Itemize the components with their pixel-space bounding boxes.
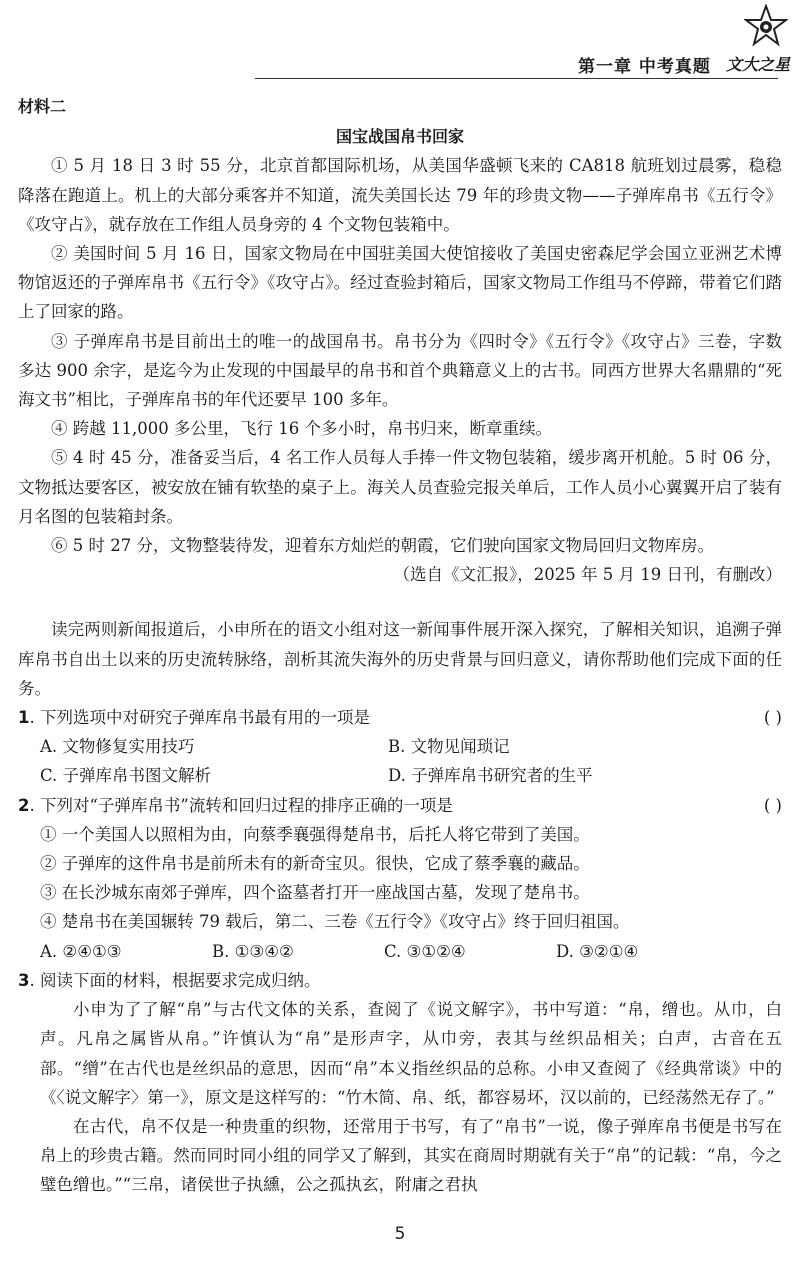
article-title: 国宝战国帛书回家 <box>335 127 464 147</box>
page-number: 5 <box>394 1224 406 1244</box>
question-2 <box>18 791 782 820</box>
star-logo-icon <box>744 4 788 48</box>
question-text: . 阅读下面的材料，根据要求完成归纳。 <box>29 970 321 990</box>
option-d[interactable]: D. 子弹库帛书研究者的生平 <box>388 766 593 786</box>
sequence-item: ③ 在长沙城东南郊子弹库，四个盗墓者打开一座战国古墓，发现了楚帛书。 <box>40 883 590 903</box>
question-text: . 下列对“子弹库帛书”流转和回归过程的排序正确的一项是 <box>29 795 453 815</box>
article-paragraph: ② 美国时间 5 月 16 日，国家文物局在中国驻美国大使馆接收了美国史密森尼学会国立亚洲艺术博物馆返还的子弹库帛书《五行令》《攻守占》。经过查验封箱后，国家文物局工作组马不停蹄，带着它们踏上了回家的路。 <box>18 244 782 322</box>
option-c[interactable]: C. 子弹库帛书图文解析 <box>40 766 212 786</box>
option-b[interactable]: B. 文物见闻琐记 <box>388 737 510 757</box>
reading-paragraph: 小申为了了解“帛”与古代文体的关系，查阅了《说文解字》，书中写道：“帛，缯也。从巾，白声。凡帛之属皆从帛。”许慎认为“帛”是形声字，从巾旁，表其与丝织品相关；白声，古音在五部。“缯”在古代也是丝织品的意思，因而“帛”本义指丝织品的总称。小申又查阅了《经典常谈》中的《〈说文解字〉第一》，原文是这样写的：“竹木简、帛、纸，都容易坏，汉以前的，已经荡然无存了。” <box>40 1000 782 1107</box>
reading-paragraph: 在古代，帛不仅是一种贵重的织物，还常用于书写，有了“帛书”一说，像子弹库帛书便是书写在帛上的珍贵古籍。然而同时同小组的同学又了解到，其实在商周时期就有关于“帛”的记载：“帛，今之璧色缯也。”“三帛，诸侯世子执纁，公之孤执玄，附庸之君执 <box>40 1116 782 1195</box>
option-a[interactable]: A. ②④①③ <box>40 941 122 961</box>
question-text: . 下列选项中对研究子弹库帛书最有用的一项是 <box>29 708 370 728</box>
sequence-item: ① 一个美国人以照相为由，向蔡季襄强得楚帛书，后托人将它带到了美国。 <box>40 824 590 844</box>
option-a[interactable]: A. 文物修复实用技巧 <box>40 737 195 757</box>
options-row <box>18 761 782 790</box>
brand-name: 文大之星 <box>726 55 791 74</box>
question-3 <box>18 966 782 995</box>
question-number: 3 <box>18 970 30 990</box>
answer-blank[interactable]: ( ) <box>763 795 782 815</box>
article-paragraph: ④ 跨越 11,000 多公里，飞行 16 个多小时，帛书归来，断章重续。 <box>51 419 552 439</box>
article-paragraph: ⑥ 5 时 27 分，文物整装待发，迎着东方灿烂的朝霞，它们驶向国家文物局回归文物库房。 <box>51 536 714 556</box>
options-row <box>18 732 782 761</box>
sequence-item: ② 子弹库的这件帛书是前所未有的新奇宝贝。很快，它成了蔡季襄的藏品。 <box>40 854 590 874</box>
question-number: 2 <box>18 795 30 815</box>
page-header <box>0 0 800 82</box>
option-d[interactable]: D. ③②①④ <box>556 941 639 961</box>
header-rule <box>255 78 778 79</box>
answer-blank[interactable]: ( ) <box>763 708 782 728</box>
page-content <box>18 92 782 1200</box>
article-paragraph: ⑤ 4 时 45 分，准备妥当后，4 名工作人员每人手捧一件文物包装箱，缓步离开机舱。5 时 06 分，文物抵达要客区，被安放在铺有软垫的桌子上。海关人员查验完报关单后，工作人员小心翼翼开启了装有月名图的包装箱封条。 <box>18 448 782 526</box>
article-paragraph: ① 5 月 18 日 3 时 55 分，北京首都国际机场，从美国华盛顿飞来的 CA818 航班划过晨雾，稳稳降落在跑道上。机上的大部分乘客并不知道，流失美国长达 79 年的珍贵文物——子弹库帛书《五行令》《攻守占》，就存放在工作组人员身旁的 4 个文物包装箱中。 <box>18 156 782 234</box>
options-row <box>18 937 782 966</box>
question-number: 1 <box>18 708 30 728</box>
chapter-title: 第一章 中考真题 <box>578 57 711 77</box>
article-source: （选自《文汇报》，2025 年 5 月 19 日刊，有删改） <box>393 565 782 585</box>
section-gap <box>18 589 782 615</box>
material-label: 材料二 <box>18 97 67 116</box>
option-b[interactable]: B. ①③④② <box>212 941 294 961</box>
article-paragraph: ③ 子弹库帛书是目前出土的唯一的战国帛书。帛书分为《四时令》《五行令》《攻守占》三卷，字数多达 900 余字，是迄今为止发现的中国最早的帛书和首个典籍意义上的古书。同西方世界大名鼎鼎的“死海文书”相比，子弹库帛书的年代还要早 100 多年。 <box>18 331 782 410</box>
sequence-item: ④ 楚帛书在美国辗转 79 载后，第二、三卷《五行令》《攻守占》终于回归祖国。 <box>40 912 630 932</box>
option-c[interactable]: C. ③①②④ <box>384 941 466 961</box>
question-1 <box>18 703 782 732</box>
task-intro: 读完两则新闻报道后，小申所在的语文小组对这一新闻事件展开深入探究，了解相关知识，追溯子弹库帛书自出土以来的历史流转脉络，剖析其流失海外的历史背景与回归意义，请你帮助他们完成下面的任务。 <box>18 620 782 698</box>
